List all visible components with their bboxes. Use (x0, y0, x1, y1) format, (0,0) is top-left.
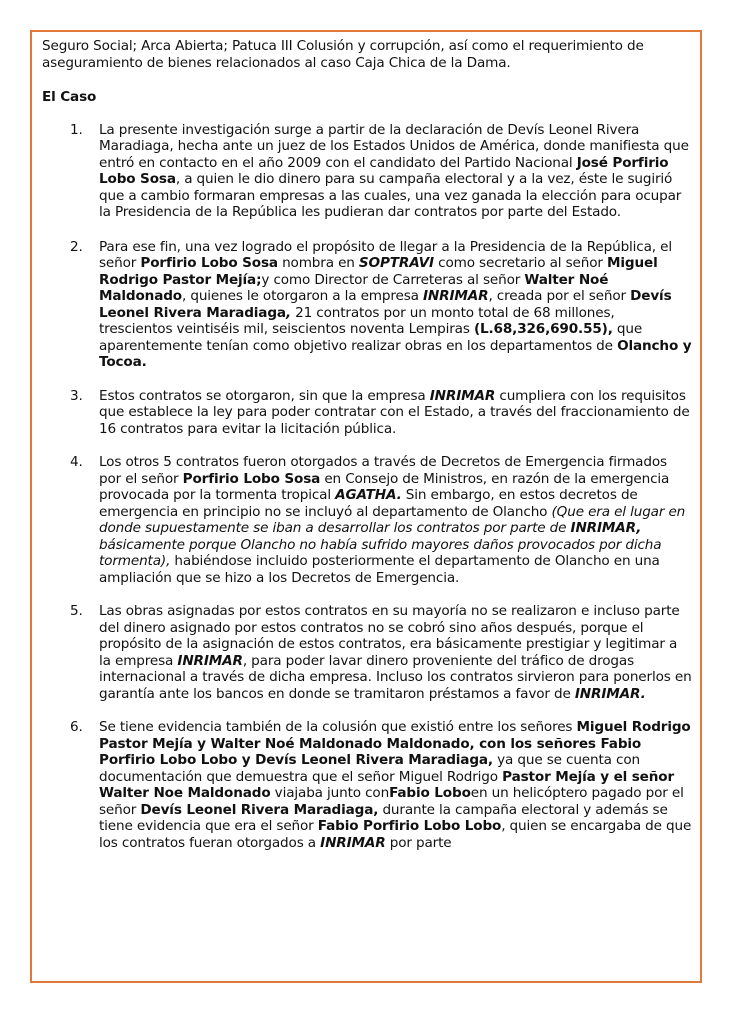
item-text: , creada por el señor (488, 288, 631, 304)
item-text: viajaba junto con (270, 785, 390, 801)
item-bold-name: Porfirio Lobo Sosa (182, 470, 321, 487)
item-text: , quien se encargaba de que los contratos fueran otorgados a (99, 818, 692, 851)
item-bold-italic: AGATHA. (335, 487, 402, 503)
item-text: Sin embargo, en estos decretos de emergencia en principio no se incluyó al departamento de Olancho (99, 487, 638, 520)
item-bold-italic: SOPTRAVI (358, 255, 434, 271)
item-bold-italic: INRIMAR, (570, 520, 642, 536)
list-item (42, 454, 692, 586)
item-bold-name: José Porfirio Lobo Sosa (99, 154, 669, 187)
item-text: 21 contratos por un monto total de 68 millones, trescientos veintiséis mil, seiscientos noventa Lempiras (99, 304, 615, 337)
item-text: Las obras asignadas por estos contratos en su mayoría no se realizaron e incluso parte del dinero asignado por estos contratos no se cobró sino años después, porque el propósito de la asignación de estos contratos, era básicamente prestigiar y legitimar a la empresa (99, 603, 680, 669)
list-item (42, 603, 692, 702)
list-item (42, 239, 692, 371)
list-item (42, 122, 692, 221)
item-text: Los otros 5 contratos fueron otorgados a través de Decretos de Emergencia firmados por el señor (99, 454, 667, 487)
item-text: nombra en (277, 255, 359, 271)
item-bold-italic: INRIMAR (429, 387, 496, 404)
item-text: durante la campaña electoral y además se tiene evidencia que era el señor (99, 801, 668, 834)
item-number: 5. (70, 603, 83, 619)
item-text: que aparentemente tenían como objetivo realizar obras en los departamentos de (99, 321, 643, 354)
item-text: habiéndose incluido posteriormente el departamento de Olancho en una ampliación que se hizo a los Decretos de Emergencia. (99, 553, 660, 586)
item-text: , para poder lavar dinero proveniente del tráfico de drogas internacional a través de dicha empresa. Incluso los contratos sirvieron para ponerlos en garantía ante los bancos en donde se tramitaron préstamos a favor de (99, 652, 692, 702)
item-number: 1. (70, 121, 83, 138)
item-bold-name: Devís Leonel Rivera Maradiaga, (140, 801, 379, 818)
item-number: 2. (70, 238, 83, 255)
item-bold-italic: INRIMAR (423, 288, 489, 304)
item-bold-name: Miguel Rodrigo Pastor Mejía; (99, 255, 658, 288)
item-number: 4. (70, 454, 83, 470)
item-text: cumpliera con los requisitos que establece la ley para poder contratar con el Estado, a través del fraccionamiento de 16 contratos para evitar la licitación pública. (99, 387, 690, 437)
intro-paragraph: Seguro Social; Arca Abierta; Patuca III Colusión y corrupción, así como el requerimiento de aseguramiento de bienes relacionados al caso Caja Chica de la Dama. (42, 38, 644, 71)
item-text: , quienes le otorgaron a la empresa (182, 288, 424, 304)
item-text: ya que se cuenta con documentación que demuestra que el señor Miguel Rodrigo (99, 752, 640, 785)
list-item (42, 388, 692, 438)
item-text: en Consejo de Ministros, en razón de la emergencia provocada por la tormenta tropical (99, 470, 670, 503)
item-text: y como Director de Carreteras al señor (261, 271, 525, 288)
item-text: Para ese fin, una vez logrado el propósito de llegar a la Presidencia de la República, el señor (99, 238, 672, 271)
item-bold-name: Miguel Rodrigo Pastor Mejía y Walter Noé Maldonado Maldonado, con los señores Fabio Porfirio Lobo Lobo y Devís Leonel Rivera Maradiaga, (99, 719, 691, 768)
item-bold-amount: (L.68,326,690.55), (473, 321, 613, 337)
item-number: 3. (70, 387, 83, 404)
list-item (42, 719, 692, 851)
item-bold-name: Devís Leonel Rivera Maradiaga (99, 288, 672, 321)
item-bold-name: Porfirio Lobo Sosa (140, 255, 278, 271)
item-number: 6. (70, 719, 83, 735)
item-bold-italic: , (285, 304, 291, 321)
item-bold-name: Olancho y Tocoa. (99, 337, 692, 370)
item-bold-name: Walter Noé Maldonado (99, 271, 609, 304)
item-bold-name: Fabio Lobo (389, 785, 471, 801)
item-text: Se tiene evidencia también de la colusión que existió entre los señores (99, 719, 577, 735)
document-body (42, 38, 692, 851)
page-border (30, 30, 702, 983)
item-bold-italic: INRIMAR (320, 834, 386, 851)
item-bold-name: Fabio Porfirio Lobo Lobo (317, 818, 502, 834)
item-text: como secretario al señor (433, 255, 607, 271)
item-text: en un helicóptero pagado por el señor (99, 785, 684, 818)
item-bold-italic: INRIMAR (177, 652, 243, 669)
item-italic: (Que era el lugar en donde supuestamente se iban a desarrollar los contratos por parte de (99, 503, 686, 536)
case-list (42, 122, 692, 852)
item-text: por parte (385, 834, 452, 851)
section-title: El Caso (42, 89, 97, 105)
item-italic: básicamente porque Olancho no había sufrido mayores daños provocados por dicha tormenta), (99, 536, 662, 569)
item-bold-italic: INRIMAR. (574, 685, 646, 702)
item-text: La presente investigación surge a partir de la declaración de Devís Leonel Rivera Maradiaga, hecha ante un juez de los Estados Unidos de América, donde manifiesta que entró en contacto en el año 2009 con el candidato del Partido Nacional (99, 121, 689, 171)
item-text: , a quien le dio dinero para su campaña electoral y a la vez, éste le sugirió que a cambio formaran empresas a las cuales, una vez ganada la elección para ocupar la Presidencia de la República les pudieran dar contratos por parte del Estado. (99, 171, 682, 220)
item-bold-name: Pastor Mejía y el señor Walter Noe Maldonado (99, 768, 675, 801)
item-text: Estos contratos se otorgaron, sin que la empresa (99, 387, 430, 404)
